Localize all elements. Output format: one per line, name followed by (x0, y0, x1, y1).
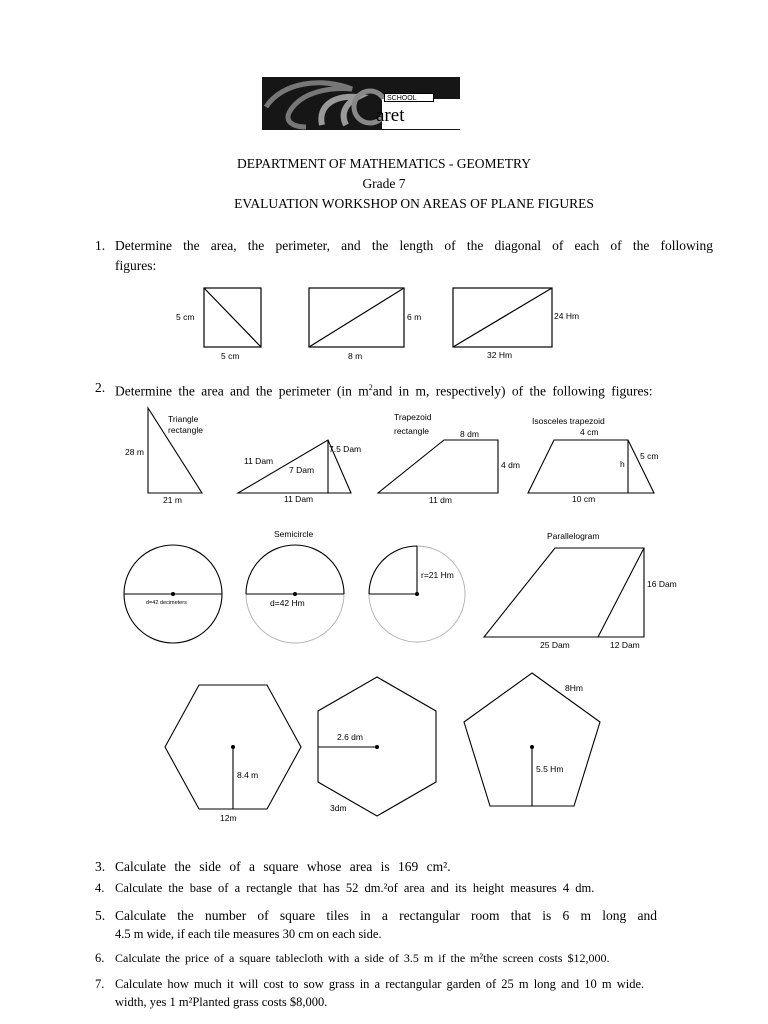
q6-text: Calculate the price of a square tablecloth with a side of 3.5 m if the m²the screen costs $12,000. (115, 951, 610, 965)
q2-label: rectangle (168, 425, 203, 435)
q1-label: 24 Hm (554, 311, 580, 321)
square-figure (204, 288, 261, 347)
q2-label: 16 Dam (647, 579, 677, 589)
q2-label: rectangle (394, 426, 429, 436)
q2-label: 5 cm (640, 451, 659, 461)
q2-figures (0, 400, 768, 830)
q4-number: 4. (95, 881, 105, 895)
q2-label: 11 Dam (284, 494, 314, 504)
q2-label: d=42 decimeters (146, 600, 187, 606)
q2-label: 4 cm (580, 427, 599, 437)
q2-number: 2. (95, 380, 106, 395)
q2-label: 11 dm (429, 495, 452, 505)
q1-line1: Determine the area, the perimeter, and the length of the diagonal of each of the following (115, 238, 713, 253)
q2-label: 3dm (330, 803, 347, 813)
q2-label: 10 cm (572, 494, 596, 504)
q4-text: Calculate the base of a rectangle that has 52 dm.²of area and its height measures 4 dm. (115, 881, 595, 895)
q1-figures (0, 270, 768, 370)
q2-label: 8 dm (460, 429, 479, 439)
q2-label: Triangle (168, 414, 199, 424)
q1-label: 5 cm (176, 312, 195, 322)
q3-number: 3. (95, 859, 106, 874)
q2-label: 4 dm (501, 460, 520, 470)
q1-label: 5 cm (221, 351, 240, 361)
q2-label: h (620, 459, 625, 469)
logo-name: aret (376, 105, 405, 126)
q1-label: 32 Hm (487, 350, 513, 360)
q2-label: 8Hm (565, 683, 583, 693)
q1-label: 6 m (407, 312, 422, 322)
q6-number: 6. (95, 951, 105, 965)
rectangle-figure-1 (309, 288, 404, 347)
q2-label: 12 Dam (610, 640, 640, 650)
q2-label: 7 Dam (289, 465, 315, 475)
q2-label: 12m (220, 813, 237, 823)
school-logo (262, 77, 460, 130)
isosceles-trapezoid-figure (528, 440, 654, 493)
q2-label: Parallelogram (547, 531, 600, 541)
q7-line2: width, yes 1 m²Planted grass costs $8,000. (115, 995, 328, 1009)
q2-label: 28 m (125, 447, 144, 457)
right-trapezoid-figure (378, 440, 498, 493)
q2-label: 8.4 m (237, 770, 259, 780)
q5-line2: 4.5 m wide, if each tile measures 30 cm on each side. (115, 927, 382, 941)
q2-label: 25 Dam (540, 640, 570, 650)
q2-label: 11 Dam (244, 456, 274, 466)
q2-sup: 2 (368, 383, 373, 392)
q1-line2: figures: (115, 258, 157, 273)
quarter-circle-figure (369, 546, 417, 594)
q1-label: 8 m (348, 351, 363, 361)
q5-number: 5. (95, 908, 106, 923)
q2-text-a: Determine the area and the perimeter (in m (115, 383, 369, 399)
q2-label: Semicircle (274, 529, 314, 539)
q2-label: 5.5 Hm (536, 764, 564, 774)
grade-title: Grade 7 (362, 176, 406, 191)
q2-label: Trapezoid (394, 412, 432, 422)
q7-line1: Calculate how much it will cost to sow grass in a rectangular garden of 25 m long and 10 m wide. (115, 977, 645, 991)
q2-label: Isosceles trapezoid (532, 416, 605, 426)
q3-text: Calculate the side of a square whose area is 169 cm². (115, 859, 451, 874)
q2-label: r=21 Hm (421, 570, 454, 580)
q2-label: 21 m (163, 495, 182, 505)
logo-school-label: SCHOOL (384, 93, 434, 102)
workshop-title: EVALUATION WORKSHOP ON AREAS OF PLANE FIGURES (234, 196, 594, 211)
q2-text (115, 378, 652, 402)
rectangle-figure-2 (453, 288, 552, 347)
q2-label: 7.5 Dam (329, 444, 362, 454)
q1-number: 1. (95, 238, 106, 253)
parallelogram-figure (484, 548, 644, 637)
q2-text-b: and in m, respectively) of the following figures: (372, 383, 653, 399)
q5-line1: Calculate the number of square tiles in a rectangular room that is 6 m long and (115, 908, 657, 923)
semicircle-figure (246, 545, 344, 594)
q2-label: d=42 Hm (270, 598, 305, 608)
department-title: DEPARTMENT OF MATHEMATICS - GEOMETRY (237, 156, 531, 171)
q7-number: 7. (95, 977, 105, 991)
q2-label: 2.6 dm (337, 732, 363, 742)
